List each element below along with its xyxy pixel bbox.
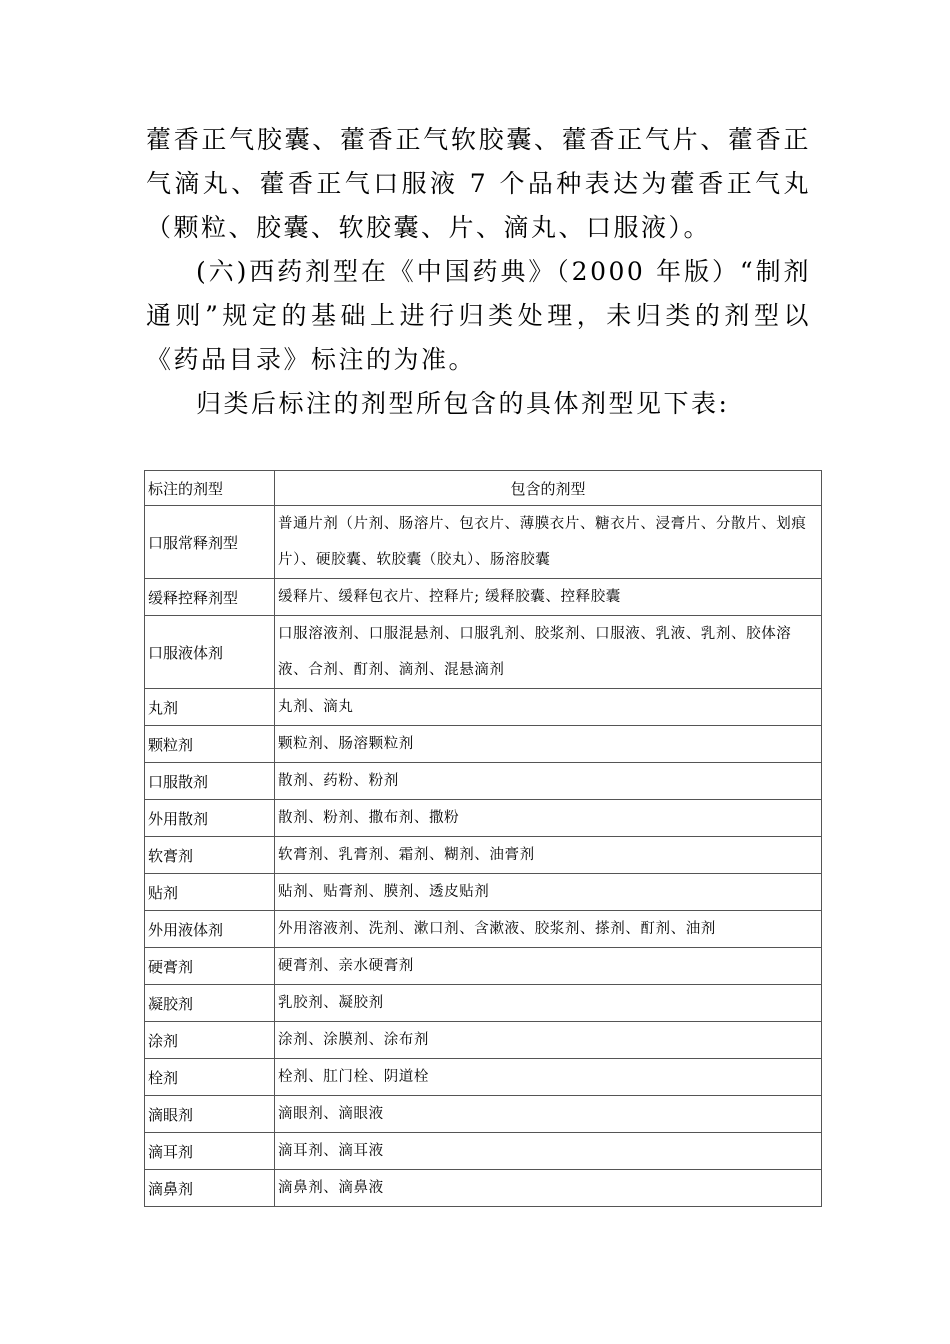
row-content: 口服溶液剂、口服混悬剂、口服乳剂、胶浆剂、口服液、乳液、乳剂、胶体溶液、合剂、酊剂、滴剂、混悬滴剂	[275, 616, 822, 689]
row-label: 外用液体剂	[145, 911, 275, 948]
table-row	[145, 1059, 822, 1096]
row-label: 贴剂	[145, 874, 275, 911]
header-labeled-form: 标注的剂型	[145, 471, 275, 506]
row-content: 滴鼻剂、滴鼻液	[275, 1170, 822, 1207]
row-content: 外用溶液剂、洗剂、漱口剂、含漱液、胶浆剂、搽剂、酊剂、油剂	[275, 911, 822, 948]
row-label: 硬膏剂	[145, 948, 275, 985]
row-content: 滴眼剂、滴眼液	[275, 1096, 822, 1133]
row-label: 外用散剂	[145, 800, 275, 837]
row-content: 普通片剂（片剂、肠溶片、包衣片、薄膜衣片、糖衣片、浸膏片、分散片、划痕片）、硬胶囊、软胶囊（胶丸）、肠溶胶囊	[275, 506, 822, 579]
table-row	[145, 1170, 822, 1207]
row-content: 硬膏剂、亲水硬膏剂	[275, 948, 822, 985]
row-label: 软膏剂	[145, 837, 275, 874]
row-label: 滴耳剂	[145, 1133, 275, 1170]
row-label: 栓剂	[145, 1059, 275, 1096]
row-label: 涂剂	[145, 1022, 275, 1059]
table-row	[145, 616, 822, 689]
table-header-row	[145, 471, 822, 506]
table-row	[145, 948, 822, 985]
row-label: 口服散剂	[145, 763, 275, 800]
row-label: 丸剂	[145, 689, 275, 726]
row-content: 栓剂、肛门栓、阴道栓	[275, 1059, 822, 1096]
table-row	[145, 874, 822, 911]
table-row	[145, 689, 822, 726]
row-label: 口服液体剂	[145, 616, 275, 689]
row-label: 滴眼剂	[145, 1096, 275, 1133]
table-row	[145, 800, 822, 837]
table-row	[145, 1096, 822, 1133]
table-row	[145, 985, 822, 1022]
row-content: 乳胶剂、凝胶剂	[275, 985, 822, 1022]
dosage-form-table	[144, 470, 822, 1207]
paragraph-table-intro: 归类后标注的剂型所包含的具体剂型见下表:	[196, 389, 730, 418]
row-label: 颗粒剂	[145, 726, 275, 763]
table-row	[145, 911, 822, 948]
row-content: 缓释片、缓释包衣片、控释片; 缓释胶囊、控释胶囊	[275, 579, 822, 616]
row-label: 凝胶剂	[145, 985, 275, 1022]
row-content: 涂剂、涂膜剂、涂布剂	[275, 1022, 822, 1059]
row-label: 滴鼻剂	[145, 1170, 275, 1207]
row-content: 丸剂、滴丸	[275, 689, 822, 726]
table-row	[145, 837, 822, 874]
row-content: 滴耳剂、滴耳液	[275, 1133, 822, 1170]
table-row	[145, 763, 822, 800]
paragraph-huoxiang: 藿香正气胶囊、藿香正气软胶囊、藿香正气片、藿香正气滴丸、藿香正气口服液 7 个品种表达为藿香正气丸（颗粒、胶囊、软胶囊、片、滴丸、口服液）。	[146, 125, 811, 242]
table-row	[145, 1022, 822, 1059]
row-content: 散剂、粉剂、撒布剂、撒粉	[275, 800, 822, 837]
row-content: 贴剂、贴膏剂、膜剂、透皮贴剂	[275, 874, 822, 911]
paragraph-western-dosage: (六)西药剂型在《中国药典》（2000 年版）“制剂通则”规定的基础上进行归类处理，未归类的剂型以《药品目录》标注的为准。	[146, 257, 811, 374]
row-label: 缓释控释剂型	[145, 579, 275, 616]
table-row	[145, 1133, 822, 1170]
table-row	[145, 506, 822, 579]
row-label: 口服常释剂型	[145, 506, 275, 579]
row-content: 散剂、药粉、粉剂	[275, 763, 822, 800]
table-row	[145, 726, 822, 763]
row-content: 颗粒剂、肠溶颗粒剂	[275, 726, 822, 763]
row-content: 软膏剂、乳膏剂、霜剂、糊剂、油膏剂	[275, 837, 822, 874]
table-row	[145, 579, 822, 616]
header-included-forms: 包含的剂型	[275, 471, 822, 506]
